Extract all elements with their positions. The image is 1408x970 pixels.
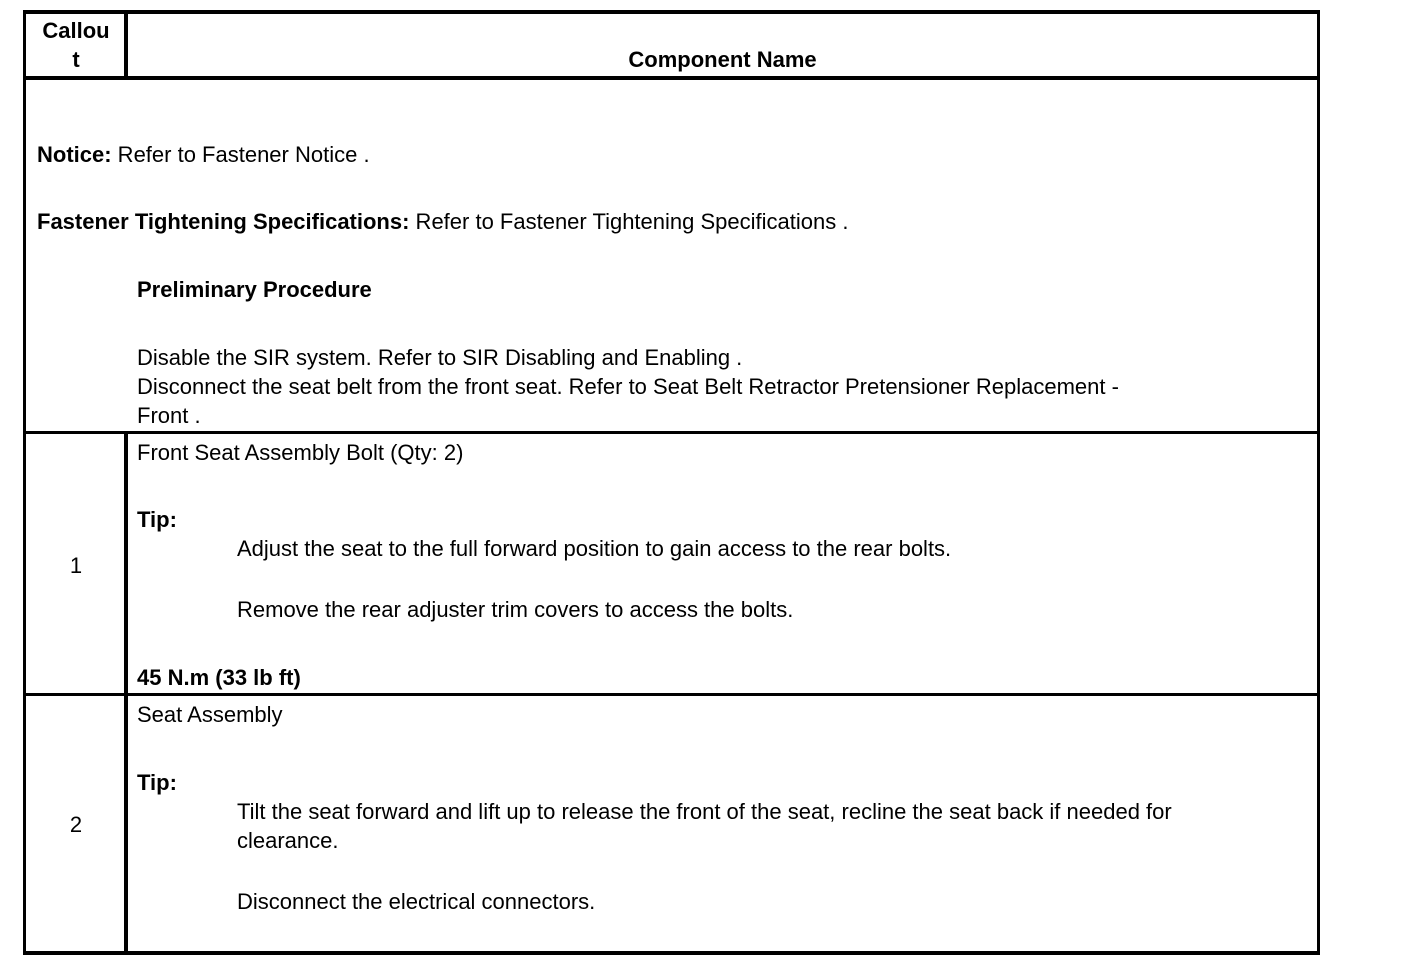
notice-text: Refer to Fastener Notice . xyxy=(111,142,370,167)
component-title: Seat Assembly xyxy=(137,702,283,727)
tip-text: clearance. xyxy=(237,828,339,853)
component-name-header: Component Name xyxy=(628,47,817,72)
fastener-specs-text: Refer to Fastener Tightening Specifications . xyxy=(409,209,849,234)
fastener-specs-label: Fastener Tightening Specifications: xyxy=(37,209,410,234)
row2-divider xyxy=(23,693,1320,696)
callout-header-line1: Callou xyxy=(42,18,110,43)
notice-line xyxy=(37,140,370,169)
callout-header-line2: t xyxy=(72,47,80,72)
tip-text: Disconnect the electrical connectors. xyxy=(237,889,596,914)
border-bottom xyxy=(23,951,1320,955)
preliminary-heading: Preliminary Procedure xyxy=(137,277,372,302)
preliminary-line: Disable the SIR system. Refer to SIR Disabling and Enabling . xyxy=(137,345,743,370)
fastener-specs-line xyxy=(37,207,848,236)
preliminary-line: Disconnect the seat belt from the front seat. Refer to Seat Belt Retractor Pretensioner Replacement - xyxy=(137,374,1119,399)
tip-text: Tilt the seat forward and lift up to release the front of the seat, recline the seat back if needed for xyxy=(237,799,1172,824)
tip-label: Tip: xyxy=(137,507,177,532)
border-right xyxy=(1317,10,1320,955)
tip-text: Adjust the seat to the full forward position to gain access to the rear bolts. xyxy=(237,536,952,561)
notice-label: Notice: xyxy=(37,142,112,167)
torque-spec: 45 N.m (33 lb ft) xyxy=(137,665,301,690)
body-column-divider xyxy=(124,431,128,955)
callout-number: 2 xyxy=(69,812,83,837)
border-top xyxy=(23,10,1320,14)
tip-label: Tip: xyxy=(137,770,177,795)
component-title: Front Seat Assembly Bolt (Qty: 2) xyxy=(137,440,464,465)
row1-divider xyxy=(23,431,1320,434)
tip-text: Remove the rear adjuster trim covers to access the bolts. xyxy=(237,597,794,622)
header-divider xyxy=(23,76,1320,80)
callout-number: 1 xyxy=(69,553,83,578)
preliminary-line: Front . xyxy=(137,403,201,428)
